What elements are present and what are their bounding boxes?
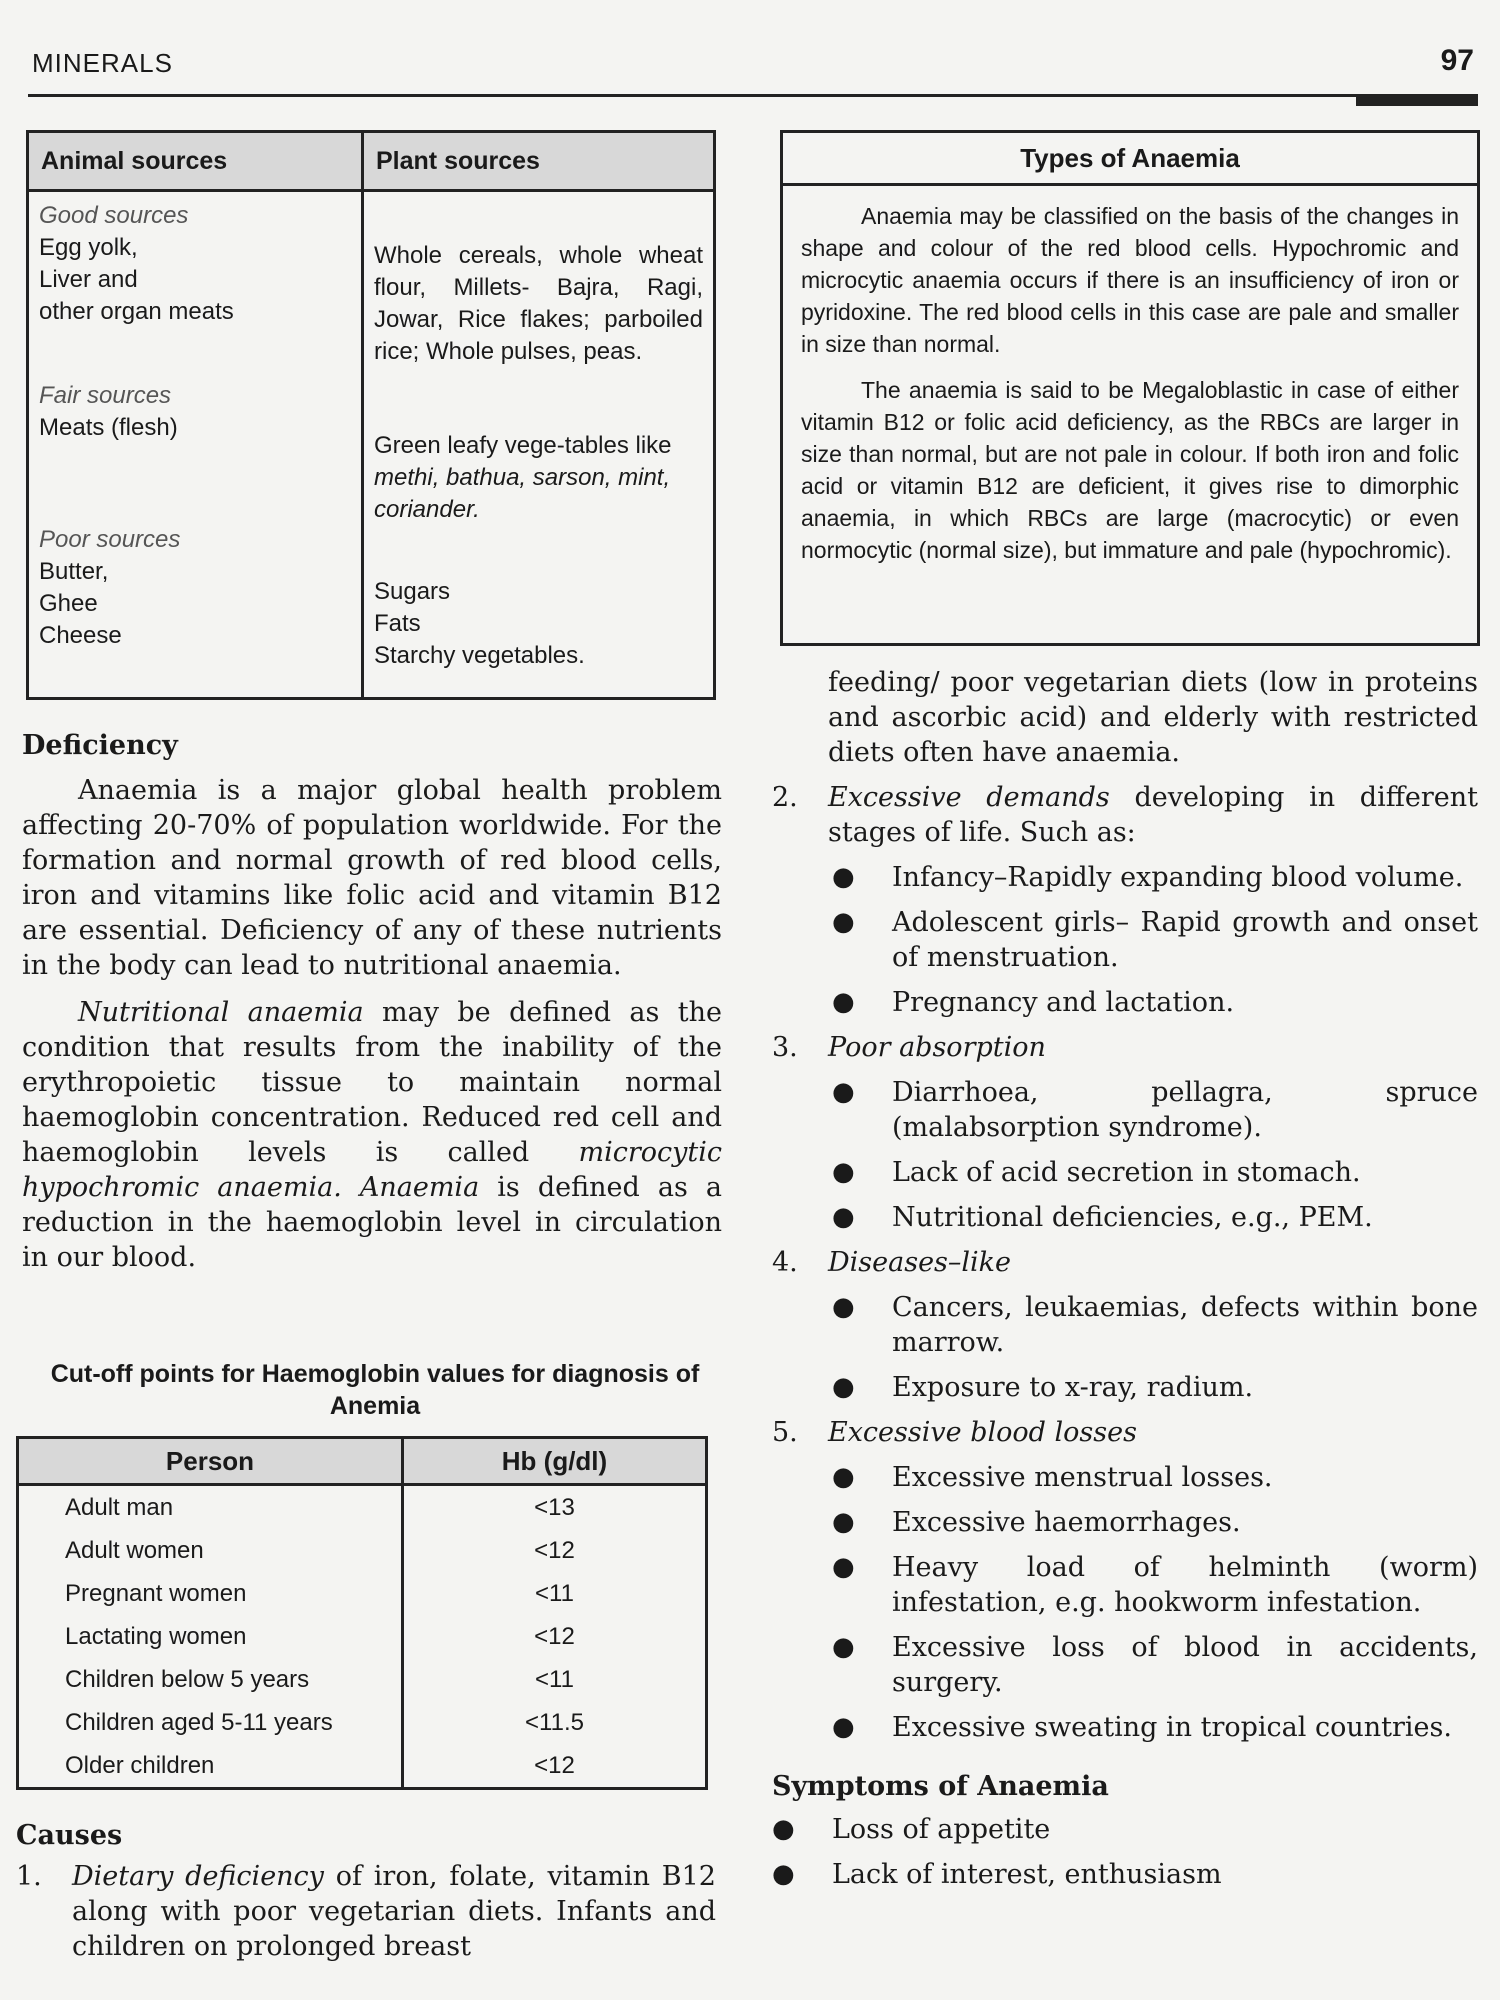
sources-header-row [28,132,715,191]
list-item: ● Cancers, leukaemias, defects within bone marrow. [832,1292,1478,1358]
plant-fair-a: Green leafy vege-tables like [374,432,672,459]
table-row: Adult women <12 [18,1529,707,1572]
haemoglobin-table [16,1436,708,1790]
list-item: ● Lack of interest, enthusiasm [772,1859,1222,1890]
table-row: Lactating women <12 [18,1615,707,1658]
cause-3: 3. Poor absorption [772,1032,1046,1063]
hb-header-row [18,1438,707,1485]
cause-4: 4. Diseases–like [772,1247,1012,1278]
table-row: Adult man <13 [18,1485,707,1530]
list-item: ● Lack of acid secretion in stomach. [832,1157,1361,1188]
list-item: ● Infancy–Rapidly expanding blood volume. [832,862,1464,893]
table-row: Pregnant women <11 [18,1572,707,1615]
animal-poor-3: Cheese [39,622,122,649]
person-header: Person [18,1438,403,1485]
table-row: Children aged 5-11 years <11.5 [18,1701,707,1744]
causes-heading: Causes [16,1820,123,1851]
deficiency-paragraph-2: Nutritional anaemia may be defined as the condition that results from the inability of the erythropoietic tissue to maintain normal haemoglobin concentration. Reduced red cell and haemoglobin levels is called microcytic hypochromic anaemia. Anaemia is defined as a reduction in the haemoglobin level in circulation in our blood. [22,997,722,1273]
cause-5: 5. Excessive blood losses [772,1417,1137,1448]
list-item: ● Excessive menstrual losses. [832,1462,1273,1493]
fair-sources-label: Fair sources [39,382,172,409]
nutritional-anaemia-term: Nutritional anaemia [78,997,364,1028]
types-box-paragraph-1: Anaemia may be classified on the basis of the changes in shape and colour of the red blood cells. Hypochromic and microcytic anaemia occurs if there is an insufficiency of iron or pyridoxine. The red blood cells in this case are pale and smaller in size than normal. [801,203,1459,357]
cause-1: 1. Dietary deficiency of iron, folate, vitamin B12 along with poor vegetarian diets. Infants and children on prolonged breast [16,1861,716,1962]
list-item: ● Excessive loss of blood in accidents, surgery. [832,1632,1478,1698]
plant-good: Whole cereals, whole wheat flour, Millets- Bajra, Ragi, Jowar, Rice flakes; parboiled rice; Whole pulses, peas. [374,242,703,365]
list-item: ● Heavy load of helminth (worm) infestation, e.g. hookworm infestation. [832,1552,1478,1618]
list-item: ● Excessive sweating in tropical countries. [832,1712,1452,1743]
types-of-anaemia-box [780,130,1480,646]
sources-body-row [28,191,715,699]
poor-sources-label: Poor sources [39,526,181,553]
right-column [772,665,1478,1892]
types-box-paragraph-2: The anaemia is said to be Megaloblastic in case of either vitamin B12 or folic acid deficiency, as the RBCs are larger in size than normal, but are not pale in colour. If both iron and folic acid or vitamin B12 are deficient, it gives rise to dimorphic anaemia, in which RBCs are large (macrocytic) or even normocytic (normal size), but immature and pale (hypochromic). [801,377,1459,563]
causes-section [16,1820,716,1964]
animal-good-2: Liver and [39,266,138,293]
deficiency-heading: Deficiency [22,730,178,761]
list-item: ● Adolescent girls– Rapid growth and onset of menstruation. [832,907,1478,973]
plant-poor-2: Fats [374,610,421,637]
list-item: ● Excessive haemorrhages. [832,1507,1241,1538]
page-header [28,40,1478,97]
plant-column [363,191,715,699]
animal-poor-1: Butter, [39,558,109,585]
animal-fair-1: Meats (flesh) [39,414,178,441]
list-item: ● Diarrhoea, pellagra, spruce (malabsorption syndrome). [832,1077,1478,1143]
cause-2: 2. Excessive demands developing in different stages of life. Such as: [772,782,1478,848]
animal-good-3: other organ meats [39,298,234,325]
list-item: ● Loss of appetite [772,1814,1051,1845]
plant-sources-header: Plant sources [363,132,715,191]
plant-poor-3: Starchy vegetables. [374,642,585,669]
table-row: Older children <12 [18,1744,707,1789]
cause-1-continued: feeding/ poor vegetarian diets (low in proteins and ascorbic acid) and elderly with restricted diets often have anaemia. [828,667,1478,768]
cutoff-caption: Cut-off points for Haemoglobin values for diagnosis of Anemia [50,1360,700,1420]
plant-poor-1: Sugars [374,578,451,605]
good-sources-label: Good sources [39,202,189,229]
left-column [22,730,722,1275]
page-number: 97 [1440,44,1474,77]
chapter-title: MINERALS [32,48,173,78]
microcytic-term: microcytic hypochromic anaemia. Anaemia [22,1137,722,1203]
deficiency-paragraph-1: Anaemia is a major global health problem affecting 20-70% of population worldwide. For the formation and normal growth of red blood cells, iron and vitamins like folic acid and vitamin B12 are essential. Deficiency of any of these nutrients in the body can lead to nutritional anaemia. [22,775,722,981]
animal-sources-header: Animal sources [28,132,363,191]
types-box-title: Types of Anaemia [783,133,1477,186]
sources-table [26,130,716,700]
hb-header: Hb (g/dl) [403,1438,707,1485]
animal-good-1: Egg yolk, [39,234,138,261]
list-item: ● Pregnancy and lactation. [832,987,1235,1018]
animal-poor-2: Ghee [39,590,98,617]
header-bar [1356,96,1478,106]
list-item: ● Nutritional deficiencies, e.g., PEM. [832,1202,1373,1233]
plant-fair-b: methi, bathua, sarson, mint, coriander. [374,464,671,523]
symptoms-heading: Symptoms of Anaemia [772,1771,1109,1802]
table-row: Children below 5 years <11 [18,1658,707,1701]
list-item: ● Exposure to x-ray, radium. [832,1372,1254,1403]
animal-column [28,191,363,699]
